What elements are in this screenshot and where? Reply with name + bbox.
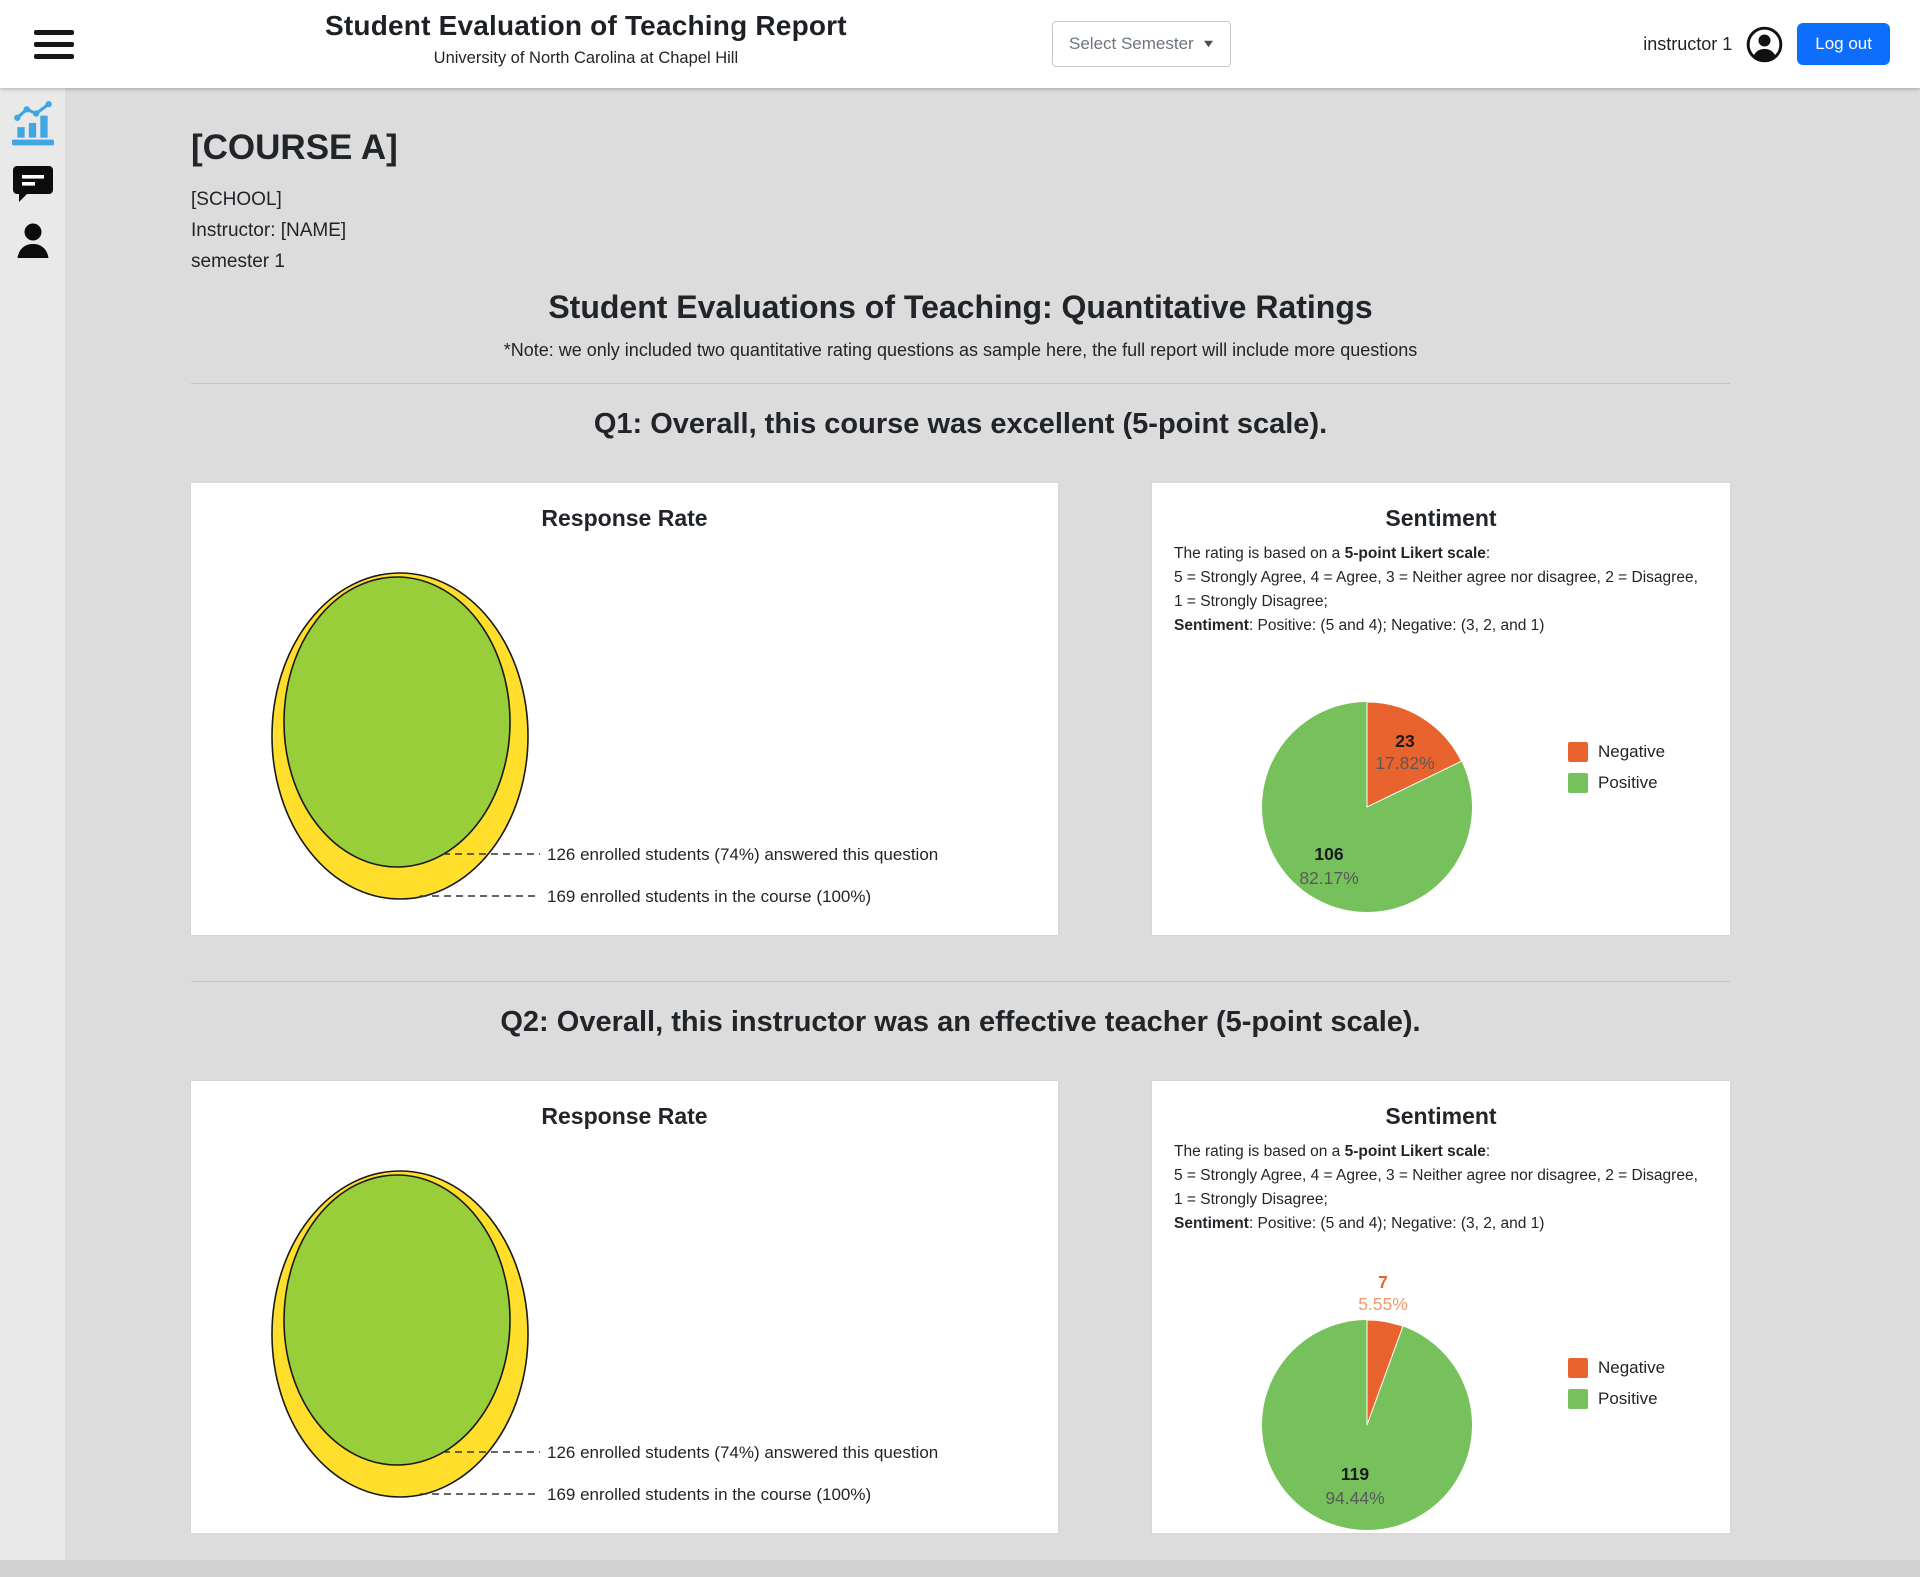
pie-positive-pct: 94.44% [1325, 1488, 1385, 1509]
sidebar [0, 88, 65, 1560]
positive-swatch [1568, 773, 1588, 793]
pie-negative-pct: 17.82% [1375, 753, 1435, 774]
sentiment-scale-description: The rating is based on a 5-point Likert scale: 5 = Strongly Agree, 4 = Agree, 3 = Neither agree nor disagree, 2 = Disagree, 1 = Strongly Disagree; Sentiment: Positive: (5 and 4); Negative: (3, 2, and 1) [1174, 1143, 1698, 1233]
person-icon [13, 220, 53, 260]
sidebar-item-comments[interactable] [9, 158, 57, 206]
pie-positive-count: 106 [1314, 844, 1344, 865]
sentiment-pie-block-q1 [1174, 642, 1708, 972]
course-semester: semester 1 [191, 251, 285, 272]
response-rate-venn-q2 [215, 1134, 1035, 1516]
sentiment-scale-description: The rating is based on a 5-point Likert scale: 5 = Strongly Agree, 4 = Agree, 3 = Neither agree nor disagree, 2 = Disagree, 1 = Strongly Disagree; Sentiment: Positive: (5 and 4); Negative: (3, 2, and 1) [1174, 545, 1698, 635]
positive-swatch [1568, 1389, 1588, 1409]
logout-button[interactable]: Log out [1797, 23, 1890, 65]
report-note: *Note: we only included two quantitative rating questions as sample here, the full report will include more questions [503, 340, 1418, 360]
legend-item-positive: Positive [1568, 1389, 1665, 1409]
pie-legend-q1 [1568, 742, 1665, 972]
legend-item-negative: Negative [1568, 1358, 1665, 1378]
course-instructor: Instructor: [NAME] [191, 220, 347, 241]
header-user-area [1643, 0, 1890, 88]
question-2-heading: Q2: Overall, this instructor was an effective teacher (5-point scale). [500, 1006, 1421, 1038]
venn-enrolled-label: 169 enrolled students in the course (100%) [546, 887, 871, 906]
sentiment-pie-q1 [1202, 642, 1532, 972]
pie-negative-pct: 5.55% [1358, 1294, 1408, 1315]
semester-select-label: Select Semester [1069, 34, 1194, 53]
venn-answered-label: 126 enrolled students (74%) answered this question [546, 1443, 938, 1462]
question-1-cards [191, 483, 1730, 935]
sentiment-card-q1 [1152, 483, 1730, 935]
app-header [0, 0, 1920, 88]
chevron-down-icon: ▼ [1200, 38, 1216, 50]
pie-negative-count: 23 [1395, 731, 1415, 752]
sentiment-title: Sentiment [1385, 1103, 1497, 1129]
sentiment-card-q2 [1152, 1081, 1730, 1533]
divider [191, 981, 1730, 982]
sentiment-pie-q2 [1202, 1240, 1532, 1570]
venn-enrolled-label: 169 enrolled students in the course (100%) [546, 1485, 871, 1504]
avatar [1746, 26, 1783, 63]
response-rate-title: Response Rate [541, 1103, 708, 1129]
negative-swatch [1568, 1358, 1588, 1378]
page-title: Student Evaluation of Teaching Report [325, 10, 847, 41]
sentiment-pie-block-q2 [1174, 1240, 1708, 1570]
bar-chart-icon [10, 101, 56, 147]
response-rate-card-q2 [191, 1081, 1058, 1533]
negative-swatch [1568, 742, 1588, 762]
pie-negative-count: 7 [1378, 1272, 1388, 1293]
comment-icon [11, 160, 55, 204]
sentiment-title: Sentiment [1385, 505, 1497, 531]
legend-item-negative: Negative [1568, 742, 1665, 762]
course-title: [COURSE A] [191, 128, 398, 167]
sidebar-item-instructor-profile[interactable] [9, 216, 57, 264]
user-name: instructor 1 [1643, 33, 1733, 54]
hamburger-menu-icon[interactable] [34, 24, 80, 64]
pie-legend-q2 [1568, 1358, 1665, 1570]
pie-positive-count: 119 [1340, 1464, 1370, 1485]
title-block [325, 10, 847, 68]
sidebar-item-quantitative-ratings[interactable] [9, 100, 57, 148]
course-school: [SCHOOL] [191, 189, 282, 210]
report-title: Student Evaluations of Teaching: Quantitative Ratings [548, 289, 1373, 325]
divider [191, 383, 1730, 384]
horizontal-scrollbar[interactable] [0, 1560, 1920, 1577]
page-subtitle: University of North Carolina at Chapel Hill [433, 49, 739, 67]
question-1-heading: Q1: Overall, this course was excellent (5-point scale). [593, 408, 1328, 440]
pie-positive-pct: 82.17% [1299, 868, 1359, 889]
response-rate-card-q1 [191, 483, 1058, 935]
response-rate-venn-q1 [215, 536, 1035, 918]
venn-answered-label: 126 enrolled students (74%) answered this question [546, 845, 938, 864]
response-rate-title: Response Rate [541, 505, 708, 531]
question-2-cards [191, 1081, 1730, 1533]
main-content [65, 88, 1920, 1560]
semester-select[interactable] [1052, 21, 1231, 67]
legend-item-positive: Positive [1568, 773, 1665, 793]
